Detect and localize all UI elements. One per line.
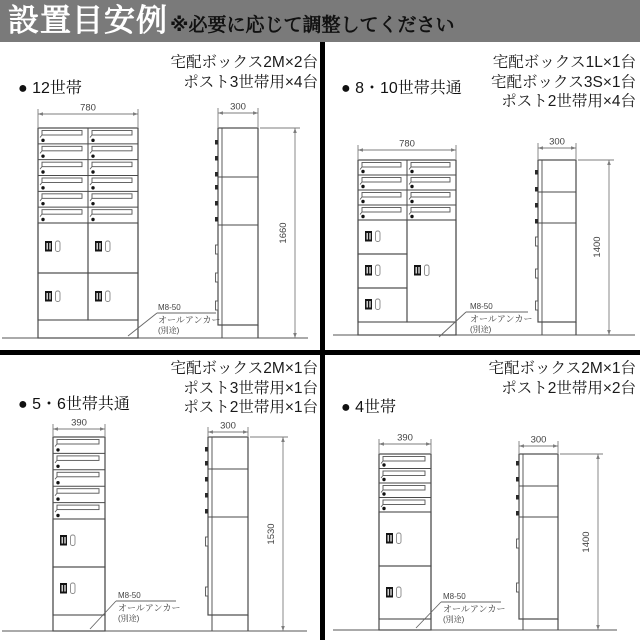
spec-line: 宅配ボックス2M×1台 — [488, 360, 636, 377]
spec-line: 宅配ボックス1L×1台 — [492, 54, 636, 71]
mail-lock-dot — [382, 478, 385, 481]
anchor-name-label: オールアンカー — [118, 603, 181, 613]
horizontal-divider — [0, 350, 640, 355]
spec-line: ポスト2世帯用×2台 — [501, 379, 636, 397]
mail-lock-dot — [41, 154, 44, 157]
mail-lock-dot — [410, 185, 413, 188]
dimension-label: 1530 — [266, 523, 277, 545]
page-title: 設置目安例 — [8, 3, 168, 38]
anchor-bolt-label: M8-50 — [443, 592, 466, 601]
mail-lock-dot — [56, 448, 59, 451]
anchor-name-label: オールアンカー — [470, 314, 533, 324]
mail-lock-dot — [41, 186, 44, 189]
mail-lock-dot — [382, 492, 385, 495]
vertical-divider — [320, 42, 325, 640]
mail-lock-dot — [41, 202, 44, 205]
spec-line: ポスト3世帯用×4台 — [183, 73, 318, 91]
anchor-bolt-label: M8-50 — [158, 303, 181, 312]
household-label: ● 4世帯 — [341, 399, 397, 416]
anchor-name-label: オールアンカー — [443, 604, 506, 614]
mail-lock-dot — [382, 507, 385, 510]
dimension-label: 300 — [230, 101, 246, 113]
dimension-label: 780 — [399, 138, 415, 150]
height-dimension — [560, 454, 603, 630]
dimension-label: 300 — [549, 136, 565, 148]
mail-lock-dot — [382, 463, 385, 466]
mail-lock-dot — [56, 514, 59, 517]
spec-line: 宅配ボックス3S×1台 — [491, 73, 636, 91]
side-view — [215, 102, 300, 339]
dimension-label: 780 — [80, 102, 96, 114]
mail-lock-dot — [91, 170, 94, 173]
mail-lock-dot — [91, 154, 94, 157]
height-dimension — [250, 437, 288, 631]
anchor-name-label: オールアンカー — [158, 315, 221, 325]
anchor-suffix-label: (別途) — [158, 326, 180, 335]
mail-lock-dot — [56, 481, 59, 484]
dimension-label: 390 — [71, 417, 87, 429]
dimension-label: 390 — [397, 432, 413, 444]
dimension-label: 1660 — [278, 222, 289, 244]
spec-line: ポスト2世帯用×1台 — [183, 399, 318, 416]
anchor-suffix-label: (別途) — [118, 614, 140, 623]
height-dimension — [260, 128, 300, 338]
height-dimension — [578, 160, 614, 335]
mail-lock-dot — [361, 170, 364, 173]
front-view — [379, 433, 431, 631]
dimension-label: 300 — [220, 420, 236, 432]
anchor-bolt-label: M8-50 — [118, 591, 141, 600]
width-dimension — [358, 139, 456, 160]
dimension-label: 1400 — [592, 236, 603, 258]
mail-lock-dot — [41, 170, 44, 173]
mail-lock-dot — [56, 497, 59, 500]
spec-line: ポスト3世帯用×1台 — [183, 379, 318, 397]
quadrant-8-10-households — [325, 42, 640, 350]
spec-line: ポスト2世帯用×4台 — [501, 93, 636, 110]
side-view — [205, 421, 288, 632]
mail-lock-dot — [56, 465, 59, 468]
header-bar — [0, 0, 640, 42]
width-dimension — [38, 103, 138, 128]
quadrant-4-households — [325, 355, 640, 640]
mail-lock-dot — [410, 215, 413, 218]
side-view — [516, 435, 603, 631]
mail-lock-dot — [410, 170, 413, 173]
width-dimension — [208, 421, 248, 437]
side-view — [535, 137, 614, 336]
front-view — [38, 103, 138, 339]
spec-line: 宅配ボックス2M×1台 — [170, 360, 318, 377]
household-label: ● 8・10世帯共通 — [341, 80, 462, 97]
mail-lock-dot — [410, 200, 413, 203]
mail-lock-dot — [91, 202, 94, 205]
header-note: ※必要に応じて調整してください — [170, 15, 455, 36]
dimension-label: 300 — [530, 434, 547, 446]
cabinet-drawing-8-10 — [325, 42, 640, 350]
cabinet-drawing-5-6 — [0, 355, 320, 640]
household-label: ● 12世帯 — [18, 80, 82, 97]
front-view — [53, 418, 105, 632]
width-dimension — [53, 418, 105, 437]
front-view — [358, 139, 456, 336]
cabinet-drawing-12 — [0, 42, 320, 350]
mail-lock-dot — [361, 200, 364, 203]
spec-line: 宅配ボックス2M×2台 — [170, 54, 318, 71]
mail-lock-dot — [91, 139, 94, 142]
anchor-bolt-label: M8-50 — [470, 302, 493, 311]
width-dimension — [538, 137, 576, 160]
quadrant-5-6-households — [0, 355, 320, 640]
anchor-annotation — [128, 303, 220, 336]
width-dimension — [218, 102, 258, 128]
mail-lock-dot — [91, 186, 94, 189]
cabinet-drawing-4 — [325, 355, 640, 640]
quadrant-12-households — [0, 42, 320, 350]
mail-lock-dot — [361, 215, 364, 218]
mail-lock-dot — [41, 139, 44, 142]
anchor-suffix-label: (別途) — [443, 615, 465, 624]
mail-lock-dot — [41, 218, 44, 221]
household-label: ● 5・6世帯共通 — [18, 396, 130, 413]
mail-lock-dot — [361, 185, 364, 188]
anchor-suffix-label: (別途) — [470, 325, 492, 334]
width-dimension — [519, 435, 558, 454]
width-dimension — [379, 433, 431, 454]
dimension-label: 1400 — [581, 531, 592, 553]
mail-lock-dot — [91, 218, 94, 221]
